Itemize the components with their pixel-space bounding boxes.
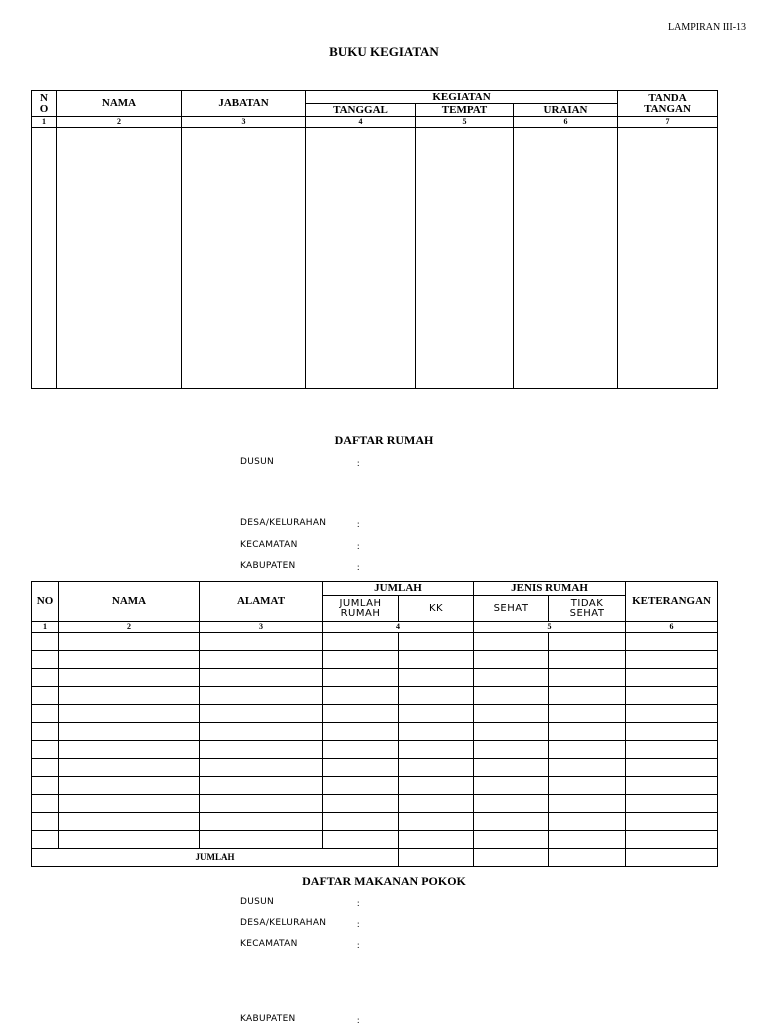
table-row	[32, 705, 718, 723]
table-cell	[514, 128, 618, 389]
total-cell	[474, 849, 549, 867]
table-cell	[474, 705, 549, 723]
header-no: N O	[32, 91, 57, 117]
table-cell	[549, 741, 626, 759]
table-cell	[59, 777, 200, 795]
table-cell	[474, 831, 549, 849]
table-cell	[59, 687, 200, 705]
header-tanggal: TANGGAL	[306, 104, 416, 117]
field-label-desa: DESA/KELURAHAN	[240, 918, 327, 928]
header-keterangan: KETERANGAN	[626, 582, 718, 622]
table-cell	[200, 813, 323, 831]
field-colon: :	[357, 940, 360, 950]
column-number: 5	[416, 117, 514, 128]
table-cell	[32, 651, 59, 669]
total-cell	[399, 849, 474, 867]
field-label-kecamatan: KECAMATAN	[240, 939, 298, 949]
table-cell	[59, 741, 200, 759]
header-jumlah: JUMLAH	[323, 582, 474, 596]
table-cell	[323, 705, 399, 723]
column-number: 7	[618, 117, 718, 128]
table-cell	[182, 128, 306, 389]
field-colon: :	[357, 458, 360, 468]
header-jabatan: JABATAN	[182, 91, 306, 117]
table-cell	[399, 669, 474, 687]
table-cell	[474, 741, 549, 759]
table-cell	[399, 651, 474, 669]
table-cell	[626, 669, 718, 687]
table-cell	[399, 723, 474, 741]
table-cell	[626, 651, 718, 669]
table-cell	[32, 795, 59, 813]
header-nama: NAMA	[57, 91, 182, 117]
table-cell	[399, 759, 474, 777]
table-row	[32, 651, 718, 669]
column-number: 4	[306, 117, 416, 128]
column-number: 1	[32, 622, 59, 633]
table-cell	[323, 741, 399, 759]
table-row	[32, 777, 718, 795]
buku-kegiatan-table	[31, 90, 718, 389]
table-cell	[59, 705, 200, 723]
table-cell	[474, 777, 549, 795]
table-cell	[399, 741, 474, 759]
table-cell	[200, 705, 323, 723]
header-jumlah-rumah: JUMLAH RUMAH	[323, 596, 399, 622]
total-label: JUMLAH	[32, 849, 399, 867]
table-cell	[32, 741, 59, 759]
field-label-desa: DESA/KELURAHAN	[240, 518, 327, 528]
column-number: 2	[59, 622, 200, 633]
table-cell	[59, 813, 200, 831]
table-cell	[323, 651, 399, 669]
table-cell	[626, 705, 718, 723]
field-label-kabupaten: KABUPATEN	[240, 1014, 296, 1024]
table-cell	[399, 687, 474, 705]
column-number: 6	[514, 117, 618, 128]
table-row	[32, 831, 718, 849]
table-cell	[323, 759, 399, 777]
table-cell	[626, 759, 718, 777]
table-row	[32, 633, 718, 651]
table-cell	[57, 128, 182, 389]
header-kegiatan: KEGIATAN	[306, 91, 618, 104]
table-cell	[32, 633, 59, 651]
table-cell	[626, 813, 718, 831]
header-uraian: URAIAN	[514, 104, 618, 117]
table-cell	[399, 813, 474, 831]
table-cell	[200, 651, 323, 669]
table-cell	[323, 813, 399, 831]
table-cell	[626, 831, 718, 849]
table-cell	[399, 633, 474, 651]
table-cell	[32, 669, 59, 687]
table-cell	[32, 813, 59, 831]
table-cell	[32, 759, 59, 777]
field-label-kabupaten: KABUPATEN	[240, 561, 296, 571]
table-cell	[323, 669, 399, 687]
field-colon: :	[357, 919, 360, 929]
daftar-rumah-rows	[32, 633, 718, 849]
table-row	[32, 669, 718, 687]
table-cell	[626, 741, 718, 759]
field-label-dusun: DUSUN	[240, 457, 275, 467]
table-row	[32, 741, 718, 759]
table-cell	[474, 669, 549, 687]
table-cell	[399, 795, 474, 813]
column-number: 3	[182, 117, 306, 128]
table-row	[32, 759, 718, 777]
table-cell	[323, 831, 399, 849]
table-cell	[549, 633, 626, 651]
table-cell	[549, 831, 626, 849]
column-number: 4	[323, 622, 474, 633]
column-number: 3	[200, 622, 323, 633]
table-cell	[200, 687, 323, 705]
table-cell	[200, 741, 323, 759]
table-row	[32, 795, 718, 813]
table-cell	[59, 759, 200, 777]
header-jenis-rumah: JENIS RUMAH	[474, 582, 626, 596]
field-colon: :	[357, 1015, 360, 1025]
table-cell	[549, 723, 626, 741]
table-cell	[474, 687, 549, 705]
daftar-makanan-title: DAFTAR MAKANAN POKOK	[302, 874, 466, 888]
header-tidak-sehat: TIDAK SEHAT	[549, 596, 626, 622]
table-cell	[399, 777, 474, 795]
table-cell	[32, 831, 59, 849]
table-cell	[200, 759, 323, 777]
table-cell	[549, 813, 626, 831]
field-colon: :	[357, 562, 360, 572]
table-row	[32, 813, 718, 831]
table-cell	[323, 687, 399, 705]
table-cell	[549, 705, 626, 723]
table-cell	[626, 687, 718, 705]
table-cell	[416, 128, 514, 389]
table-cell	[323, 633, 399, 651]
table-cell	[323, 795, 399, 813]
table-cell	[549, 687, 626, 705]
table-cell	[474, 633, 549, 651]
table-cell	[626, 633, 718, 651]
table-cell	[626, 795, 718, 813]
table-cell	[59, 723, 200, 741]
table-cell	[549, 669, 626, 687]
table-cell	[200, 795, 323, 813]
table-cell	[474, 795, 549, 813]
table-cell	[474, 759, 549, 777]
header-nama: NAMA	[59, 582, 200, 622]
table-cell	[59, 651, 200, 669]
column-number: 2	[57, 117, 182, 128]
lampiran-label: LAMPIRAN III-13	[668, 22, 747, 33]
table-cell	[618, 128, 718, 389]
table-cell	[200, 777, 323, 795]
table-cell	[474, 813, 549, 831]
table-cell	[549, 795, 626, 813]
table-cell	[549, 651, 626, 669]
column-number: 1	[32, 117, 57, 128]
table-cell	[200, 633, 323, 651]
header-sehat: SEHAT	[474, 596, 549, 622]
header-alamat: ALAMAT	[200, 582, 323, 622]
table-cell	[59, 669, 200, 687]
daftar-rumah-table	[31, 581, 718, 867]
table-cell	[32, 723, 59, 741]
table-cell	[200, 723, 323, 741]
table-cell	[626, 777, 718, 795]
header-tanda-tangan: TANDA TANGAN	[618, 91, 718, 117]
table-cell	[59, 831, 200, 849]
table-cell	[399, 705, 474, 723]
table-cell	[474, 651, 549, 669]
table-cell	[32, 128, 57, 389]
field-colon: :	[357, 898, 360, 908]
table-cell	[59, 633, 200, 651]
table-cell	[549, 759, 626, 777]
total-cell	[626, 849, 718, 867]
table-cell	[200, 669, 323, 687]
table-cell	[626, 723, 718, 741]
column-number: 5	[474, 622, 626, 633]
table-cell	[549, 777, 626, 795]
table-cell	[32, 777, 59, 795]
table-row	[32, 687, 718, 705]
table-cell	[306, 128, 416, 389]
buku-kegiatan-title: BUKU KEGIATAN	[329, 44, 439, 59]
table-cell	[323, 777, 399, 795]
field-label-kecamatan: KECAMATAN	[240, 540, 298, 550]
table-cell	[399, 831, 474, 849]
column-number: 6	[626, 622, 718, 633]
field-label-dusun: DUSUN	[240, 897, 275, 907]
header-tempat: TEMPAT	[416, 104, 514, 117]
table-cell	[474, 723, 549, 741]
table-cell	[200, 831, 323, 849]
table-row	[32, 723, 718, 741]
daftar-rumah-title: DAFTAR RUMAH	[334, 433, 434, 447]
total-cell	[549, 849, 626, 867]
field-colon: :	[357, 519, 360, 529]
header-no: NO	[32, 582, 59, 622]
header-kk: KK	[399, 596, 474, 622]
field-colon: :	[357, 541, 360, 551]
table-cell	[323, 723, 399, 741]
table-cell	[59, 795, 200, 813]
table-cell	[32, 705, 59, 723]
table-cell	[32, 687, 59, 705]
